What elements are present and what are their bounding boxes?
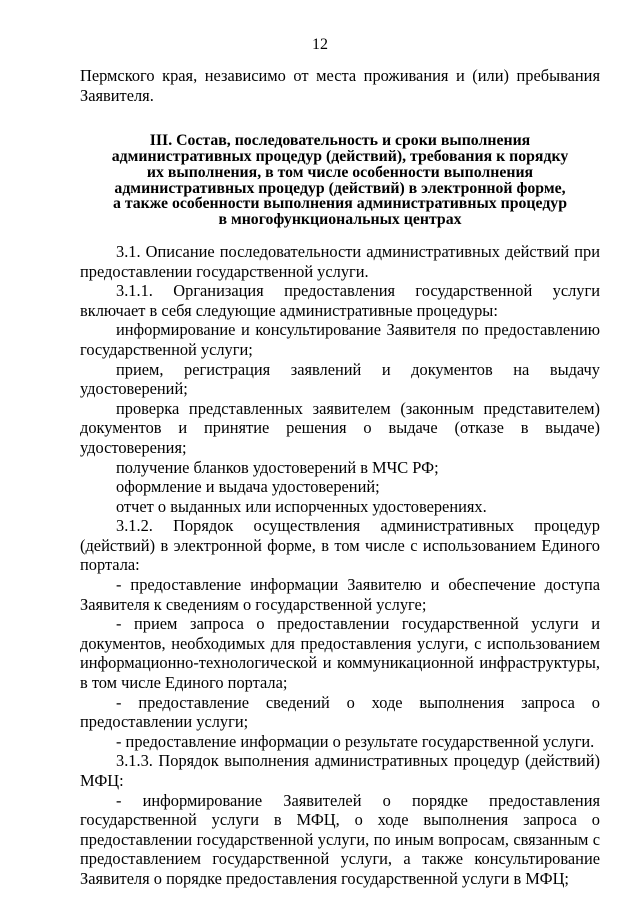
- heading-line: а также особенности выполнения административных процедур: [112, 195, 567, 213]
- paragraph: - предоставление сведений о ходе выполнения запроса о предоставлении услуги;: [80, 692, 600, 732]
- heading-line: III. Состав, последовательность и сроки выполнения: [149, 132, 531, 150]
- page-number: 12: [312, 36, 328, 53]
- paragraph: 3.1.2. Порядок осуществления административных процедур (действий) в электронной форме, в том числе с использованием Единого портала:: [80, 516, 600, 575]
- heading-line: административных процедур (действий) в электронной форме,: [114, 179, 566, 197]
- paragraph: 3.1.3. Порядок выполнения административных процедур (действий) МФЦ:: [80, 751, 600, 790]
- paragraph: - прием запроса о предоставлении государственной услуги и документов, необходимых для предоставления услуги, с использованием информационно-технологической и коммуникационной инфраструктуры, в том числе Единого портала;: [80, 614, 600, 693]
- heading-line: их выполнения, в том числе особенности выполнения: [146, 163, 534, 181]
- paragraph: - предоставление информации о результате государственной услуги.: [116, 731, 595, 751]
- paragraph: 3.1. Описание последовательности административных действий при предоставлении государственной услуги.: [80, 241, 600, 281]
- heading-line: в многофункциональных центрах: [218, 211, 462, 229]
- paragraph: получение бланков удостоверений в МЧС РФ;: [116, 457, 439, 477]
- paragraph: оформление и выдача удостоверений;: [116, 477, 380, 497]
- heading-line: административных процедур (действий), требования к порядку: [111, 147, 569, 165]
- paragraph: отчет о выданных или испорченных удостоверениях.: [116, 496, 487, 516]
- paragraph: - предоставление информации Заявителю и обеспечение доступа Заявителя к сведениям о государственной услуге;: [80, 575, 600, 614]
- document-body: [80, 66, 600, 889]
- paragraph: информирование и консультирование Заявителя по предоставлению государственной услуги;: [80, 320, 600, 359]
- paragraph: 3.1.1. Организация предоставления государственной услуги включает в себя следующие административные процедуры:: [80, 281, 600, 320]
- paragraph: прием, регистрация заявлений и документов на выдачу удостоверений;: [80, 359, 600, 399]
- paragraph: - информирование Заявителей о порядке предоставления государственной услуги в МФЦ, о ходе выполнения запроса о предоставлении государственной услуги, по иным вопросам, связанным с предоставлением государственной услуги, а также консультирование Заявителя о порядке предоставления государственной услуги в МФЦ;: [80, 790, 600, 888]
- intro-paragraph: Пермского края, независимо от места проживания и (или) пребывания Заявителя.: [80, 66, 600, 105]
- section-heading: [88, 133, 592, 228]
- paragraph: проверка представленных заявителем (законным представителем) документов и принятие решения о выдаче (отказе в выдаче) удостоверения;: [80, 398, 600, 457]
